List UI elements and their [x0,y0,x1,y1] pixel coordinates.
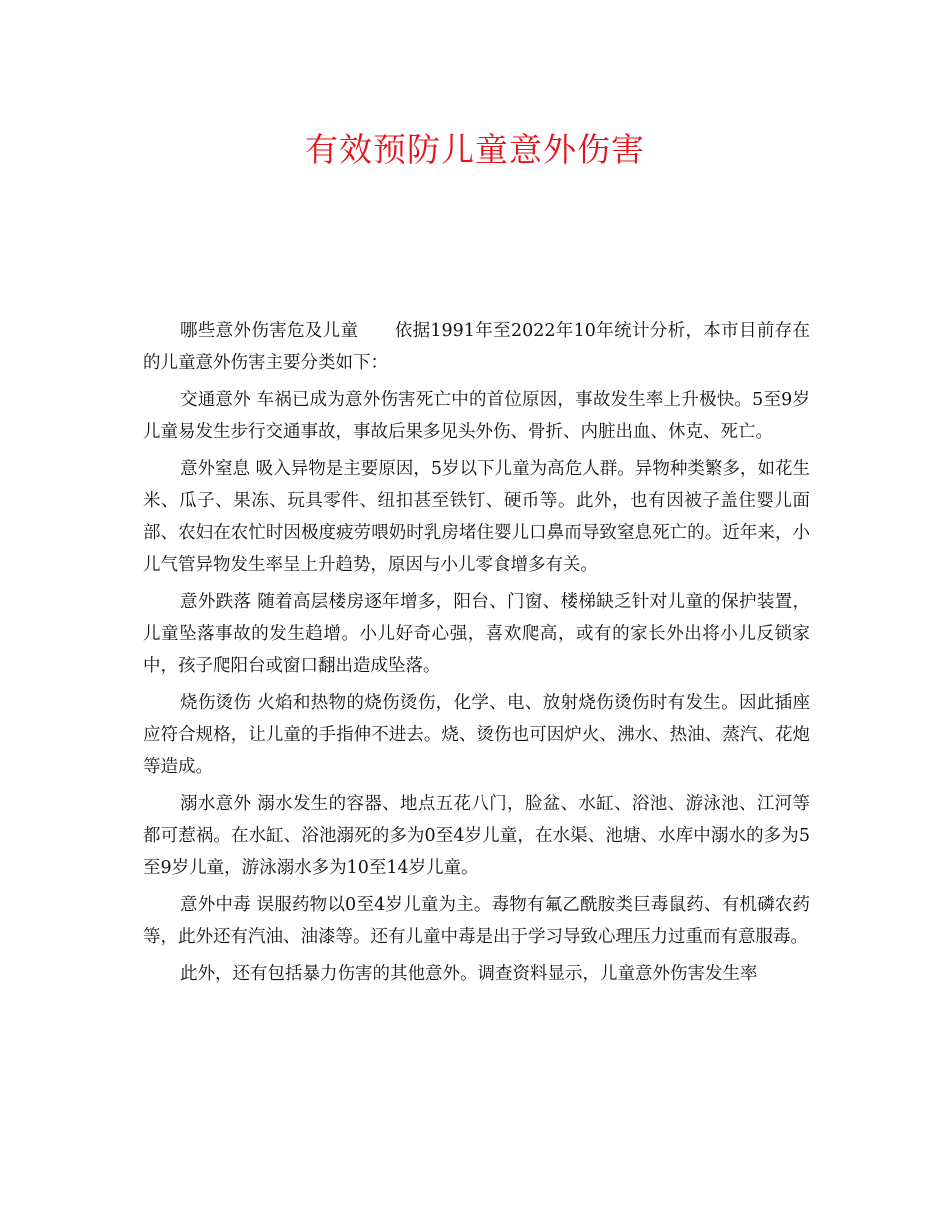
intro-heading: 哪些意外伤害危及儿童 [180,321,359,341]
document-title: 有效预防儿童意外伤害 [305,130,645,169]
paragraph-falls: 意外跌落 随着高层楼房逐年增多，阳台、门窗、楼梯缺乏针对儿童的保护装置，儿童坠落事故的发生趋增。小儿好奇心强，喜欢爬高，或有的家长外出将小儿反锁家中，孩子爬阳台或窗口翻出造成坠落。 [143,592,810,676]
document-body [143,315,810,995]
paragraph-suffocation: 意外窒息 吸入异物是主要原因，5岁以下儿童为高危人群。异物种类繁多，如花生米、瓜子、果冻、玩具零件、纽扣甚至铁钉、硬币等。此外，也有因被子盖住婴儿面部、农妇在农忙时因极度疲劳喂奶时乳房堵住婴儿口鼻而导致窒息死亡的。近年来，小儿气管异物发生率呈上升趋势，原因与小儿零食增多有关。 [143,459,810,575]
paragraph-poisoning: 意外中毒 误服药物以0至4岁儿童为主。毒物有氟乙酰胺类巨毒鼠药、有机磷农药等，此外还有汽油、油漆等。还有儿童中毒是出于学习导致心理压力过重而有意服毒。 [143,895,810,947]
intro-text: 依据1991年至2022年10年统计分析，本市目前存在的儿童意外伤害主要分类如下： [143,321,811,373]
paragraph-other: 此外，还有包括暴力伤害的其他意外。调查资料显示，儿童意外伤害发生率 [180,964,758,984]
paragraph-burns: 烧伤烫伤 火焰和热物的烧伤烫伤，化学、电、放射烧伤烫伤时有发生。因此插座应符合规格，让儿童的手指伸不进去。烧、烫伤也可因炉火、沸水、热油、蒸汽、花炮等造成。 [143,693,810,777]
paragraph-drowning: 溺水意外 溺水发生的容器、地点五花八门，脸盆、水缸、浴池、游泳池、江河等都可惹祸。在水缸、浴池溺死的多为0至4岁儿童，在水渠、池塘、水库中溺水的多为5至9岁儿童，游泳溺水多为10至14岁儿童。 [143,794,810,878]
paragraph-traffic: 交通意外 车祸已成为意外伤害死亡中的首位原因，事故发生率上升极快。5至9岁儿童易发生步行交通事故，事故后果多见头外伤、骨折、内脏出血、休克、死亡。 [143,390,810,442]
intro-paragraph [143,315,810,379]
